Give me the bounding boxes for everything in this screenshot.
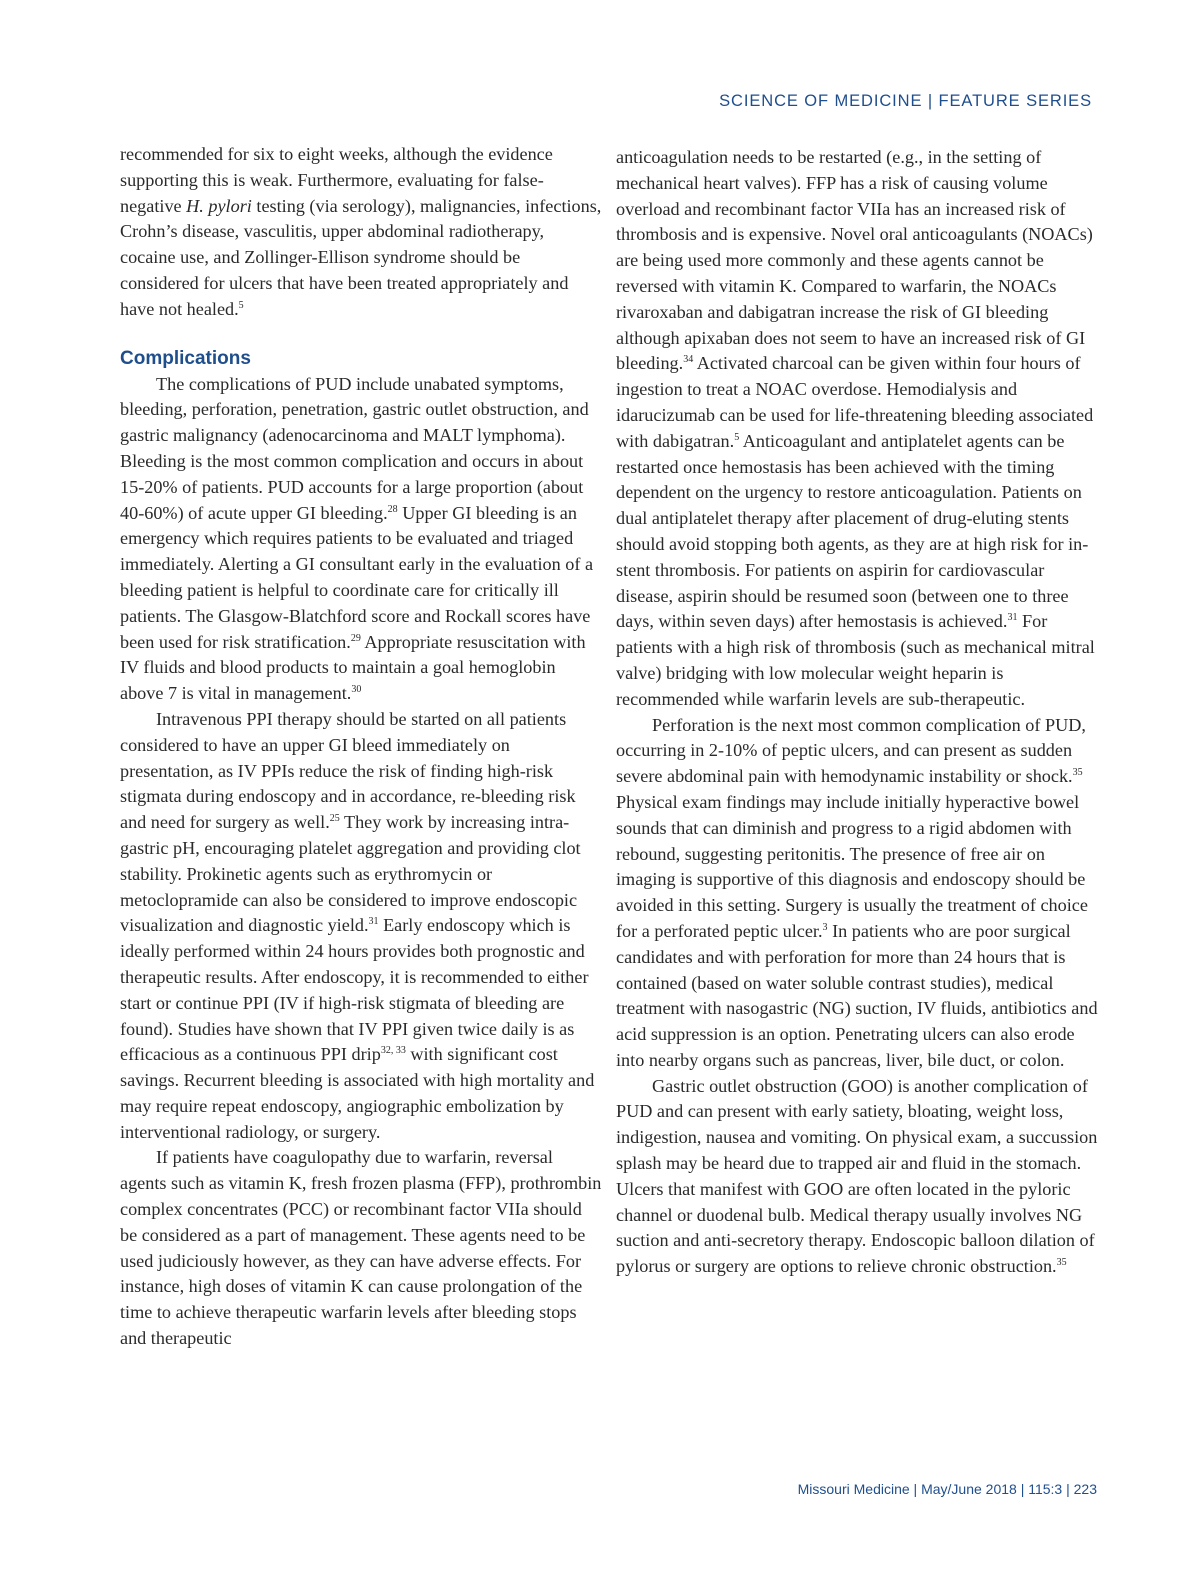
section-heading: Complications [120,347,251,369]
reference: 25 [329,813,340,825]
reference: 29 [350,632,361,644]
reference: 31 [368,916,379,928]
reference: 28 [387,503,398,515]
paragraph: Intravenous PPI therapy should be started on all patients considered to have an upper GI bleed immediately on presentation, as IV PPIs reduce the risk of finding high-risk stigmata during endoscopy and in accordance, re-bleeding risk and need for surgery as well.$^{25}$ They work by increasing intra-gastric pH, encouraging platelet aggregation and providing clot stability. Prokinetic agents such as erythromycin or metoclopramide can also be considered to improve endoscopic visualization and diagnostic yield.$^{31}$ Early endoscopy which is ideally performed within 24 hours provides both prognostic and therapeutic results. After endoscopy, it is recommended to either start or continue PPI (IV if high-risk stigmata of bleeding are found). Studies have shown that IV PPI given twice daily is as efficacious as a continuous PPI drip$^{32, 33}$ with significant cost savings. Recurrent bleeding is associated with high mortality and may require repeat endoscopy, angiographic embolization by interventional radiology, or surgery. [120,708,595,1142]
paragraph: recommended for six to eight weeks, although the evidence supporting this is weak. Furthermore, evaluating for false-negative H. pylori testing (via serology), malignancies, infections, Crohn’s disease, vasculitis, upper abdominal radiotherapy, cocaine use, and Zollinger-Ellison syndrome should be considered for ulcers that have been treated appropriately and have not healed.$^5$ [120,144,602,319]
reference: 35 [1056,1257,1067,1269]
reference: 5 [238,299,244,311]
reference: 5 [734,431,740,443]
paragraph: Perforation is the next most common complication of PUD, occurring in 2-10% of peptic ulcers, and can present as sudden severe abdominal pain with hemodynamic instability or shock.$^{35}$ Physical exam findings may include initially hyperactive bowel sounds that can diminish and progress to a rigid abdomen with rebound, suggesting peritonitis. The presence of free air on imaging is supportive of this diagnosis and endoscopy should be avoided in this setting. Surgery is usually the treatment of choice for a perforated peptic ulcer.$^3$ In patients who are poor surgical candidates and with perforation for more than 24 hours that is contained (based on water soluble contrast studies), medical treatment with nasogastric (NG) suction, IV fluids, antibiotics and acid suppression is an option. Penetrating ulcers can also erode into nearby organs such as pancreas, liver, bile duct, or colon. [616,714,1098,1070]
page-footer: Missouri Medicine | May/June 2018 | 115:3 | 223 [797,1481,1097,1497]
reference: 32, 33 [380,1045,406,1057]
reference: 30 [351,684,362,696]
paragraph: If patients have coagulopathy due to warfarin, reversal agents such as vitamin K, fresh frozen plasma (FFP), prothrombin complex concentrates (PCC) or recombinant factor VIIa should be considered as a part of management. These agents need to be used judiciously however, as they can have adverse effects. For instance, high doses of vitamin K can cause prolongation of the time to achieve therapeutic warfarin levels after bleeding stops and therapeutic [120,1147,602,1349]
right-column [616,145,1098,1280]
reference: 34 [683,354,694,366]
reference: 35 [1072,767,1083,779]
reference: 31 [1007,612,1018,624]
paragraph: anticoagulation needs to be restarted (e.g., in the setting of mechanical heart valves). FFP has a risk of causing volume overload and recombinant factor VIIa has an increased risk of thrombosis and is expensive. Novel oral anticoagulants (NOACs) are being used more commonly and these agents cannot be reversed with vitamin K. Compared to warfarin, the NOACs rivaroxaban and dabigatran increase the risk of GI bleeding although apixaban does not seem to have an increased risk of GI bleeding.$^{34}$ Activated charcoal can be given within four hours of ingestion to treat a NOAC overdose. Hemodialysis and idarucizumab can be used for life-threatening bleeding associated with dabigatran.$^5$ Anticoagulant and antiplatelet agents can be restarted once hemostasis has been achieved with the timing dependent on the urgency to restore anticoagulation. Patients on dual antiplatelet therapy after placement of drug-eluting stents should avoid stopping both agents, as they are at high risk for in-stent thrombosis. For patients on aspirin for cardiovascular disease, aspirin should be resumed soon (between one to three days, within seven days) after hemostasis is achieved.$^{31}$ For patients with a high risk of thrombosis (such as mechanical mitral valve) bridging with low molecular weight heparin is recommended while warfarin levels are sub-therapeutic. [616,147,1095,709]
reference: 3 [822,921,828,933]
paragraph: Gastric outlet obstruction (GOO) is another complication of PUD and can present with early satiety, bloating, weight loss, indigestion, nausea and vomiting. On physical exam, a succussion splash may be heard due to trapped air and fluid in the stomach. Ulcers that manifest with GOO are often located in the pyloric channel or duodenal bulb. Medical therapy usually involves NG suction and anti-secretory therapy. Endoscopic balloon dilation of pylorus or surgery are options to relieve chronic obstruction.$^{35}$ [616,1075,1098,1277]
paragraph: The complications of PUD include unabated symptoms, bleeding, perforation, penetration, gastric outlet obstruction, and gastric malignancy (adenocarcinoma and MALT lymphoma). Bleeding is the most common complication and occurs in about 15-20% of patients. PUD accounts for a large proportion (about 40-60%) of acute upper GI bleeding.$^{28}$ Upper GI bleeding is an emergency which requires patients to be evaluated and triaged immediately. Alerting a GI consultant early in the evaluation of a bleeding patient is helpful to coordinate care for critically ill patients. The Glasgow-Blatchford score and Rockall scores have been used for risk stratification.$^{29}$ Appropriate resuscitation with IV fluids and blood products to maintain a goal hemoglobin above 7 is vital in management.$^{30}$ [120,373,594,704]
running-header: SCIENCE OF MEDICINE | FEATURE SERIES [719,92,1092,110]
italic-term: H. pylori [186,195,252,216]
left-column [120,142,602,1352]
